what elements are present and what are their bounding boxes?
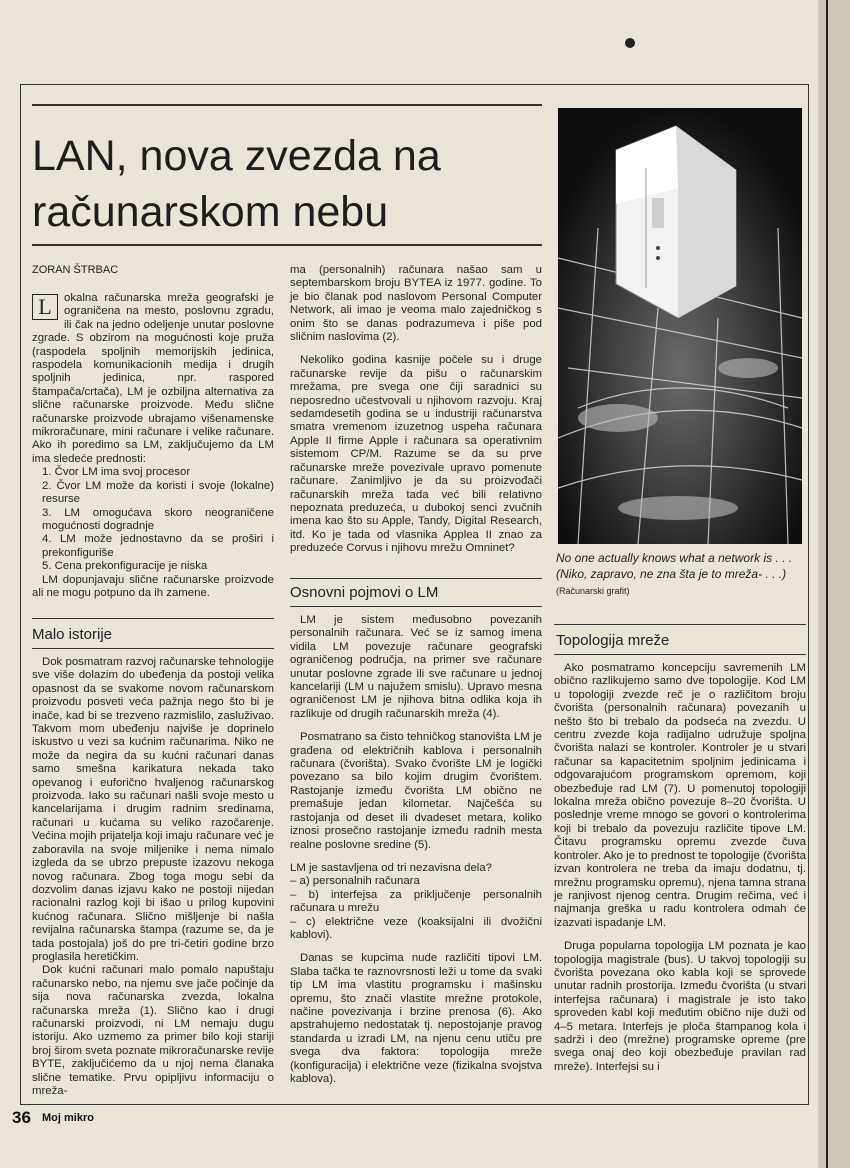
section-rule	[554, 624, 806, 625]
column-2-body	[290, 614, 542, 1090]
column-1-history	[32, 656, 274, 1097]
question-line: LM je sastavljena od tri nezavisna dela?	[290, 861, 492, 874]
paragraph: Dok kućni računari malo pomalo napuštaju računarsko nebo, na njemu sve jače počinje da sija nova računarska zvezda, lokalna računarska mreža (1). Slično kao i drugi računarski proizvodi, ni LM nemaju dugu istoriju. Ako uzmemo za primer bilo koji stariji broj širom sveta poznate mikroračunarske revije BYTE, zaključićemo da u njoj nema članaka slične tematike. Prvu opipljivu informaciju o mreža-	[32, 964, 274, 1097]
paragraph: ma (personalnih) računara našao sam u septembarskom broju BYTEA iz 1977. godine. To je bio članak pod naslovom Personal Computer Network, ali imao je veoma malo zajedničkog s onim što se danas podrazumeva i piše pod sličnim naslovima (2).	[290, 264, 542, 344]
page-number: 36	[12, 1108, 31, 1127]
intro-text: okalna računarska mreža geografski je ograničena na mesto, poslovnu zgradu, ili čak na jedno odeljenje unutar poslovne zgrade. S obzirom na mogućnosti koje pruža (raspodela spoljnih memorijskih jedinica, raspodela komunikacionih medija i drugih spoljnih jedinica, npr. raspored štampača/crtača), LM je ozbiljna alternativa za slične računarske proizvode. Među slične računarske proizvode ubrajamo višenamenske mikroračunare, mini računare i velike računare. Ako ih poredimo sa LM, zaključujemo da LM ima sledeće prednosti:	[32, 292, 274, 465]
network-illustration	[558, 108, 802, 544]
heading-osnovni-pojmovi: Osnovni pojmovi o LM	[290, 584, 439, 601]
caption-credit: (Računarski grafit)	[556, 586, 630, 596]
adjacent-page-rule	[826, 0, 828, 1168]
section-rule	[32, 648, 274, 649]
list-item: 4. LM može jednostavno da se proširi i prekonfiguriše	[42, 533, 274, 559]
paragraph: Danas se kupcima nude različiti tipovi LM. Slaba tačka te raznovrsnosti leži u tome da svaki tip LM ima vlastitu programsku i mašinsku opremu, što znači vlastite mrežne protokole, načine povezivanja i brzine prenosa (6). Ako apstrahujemo nedostatak tj. nepostojanje pravog standarda u izradi LM, na njenu cenu utiču pre svega dva faktora: topologija mreže (konfiguracija) i električne veze (fizikalna svojstva kablova).	[290, 952, 542, 1085]
paragraph: Dok posmatram razvoj računarske tehnologije sve više dolazim do ubeđenja da postoji velika opasnost da se svakome novom računarskom proizvodu posveti veća pažnja nego što bi je inače, kad bi se trezveno razmislilo, zasluživao. Takvom mom ubeđenju najviše je doprinelo iskustvo u vezi sa kućnim računarima. Niko ne može da negira da su kućni računari danas samo smešna karikatura nekada tako opevanog i euforično hvaljenog računarskog proizvoda. Iako su računari našli svoje mesto u kancelarijama i drugim radnim sredinama, računari u kućama su veliko razočarenje. Većina mojih prijatelja koji imaju računare već je zaboravila na svoje miljenike i nema nimalo izgleda da se ubrzo prepuste izazovu nekoga novog računara. Zbog toga mogu sebi da dozvolim danas izjavu kako ne postoji nijedan racionalni razlog koji bi išao u prilog kupovini kućnog računara. Slično mišljenje bi našla revijalna računarska štampa (razume se, da je tada postojala) još do pre tri-četiri godine brzo proglasila heretičkim.	[32, 656, 274, 963]
paragraph: Ako posmatramo koncepciju savremenih LM obično razlikujemo samo dve topologije. Kod LM u topologiji zvezde reč je o različitom broju čvorišta (personalnih računara) povezanih u nešto što bi trebalo da podseća na zvezdu. U centru zvezde koja radijalno udružuje spoljna čvorišta nalazi se kontroler. Kontroler je u stvari računar sa kapacitetnim spoljnim jedinicama i odgovarajućom programskom opremom, koji obezbeđuje rad LM (7). U pomenutoj topologiji lokalna mreža obično povezuje 8–20 čvorišta. U poslednje vreme mnogo se govori o kontrolerima koji bi trebalo da povezuju različite tipove LM. Čitavu programsku opremu zvezde čuva kontroler. Ako je to prednost te topologije (čvorišta izvan kontrolera ne treba da imaju dodatnu, tj. mrežnu programsku opremu), njena tamna strana je ranjivost njenog centra. Drugim rečima, već i najmanja greška u radu kontrolera odmah će izazvati ispadanje LM.	[554, 662, 807, 929]
photo-caption	[556, 550, 806, 599]
paragraph: Druga popularna topologija LM poznata je kao topologija magistrale (bus). U takvoj topologiji su čvorišta povezana oko kabla koji se sprovede unutar radnih prostorija. Između čvorišta (u stvari interfejsa računara) i magistrale je isto tako sproveden kabl koji međutim obično nije duži od 4–5 metara. Interfejs je ploča štampanog kola i sadrži i deo (mrežne) programske opreme (pre svega onaj deo koji obezbeđuje pravilan rad mreže). Interfejsi su i	[554, 940, 806, 1073]
section-rule	[290, 578, 542, 579]
list-item: 1. Čvor LM ima svoj procesor	[42, 466, 191, 479]
list-item: 2. Čvor LM može da koristi i svoje (lokalne) resurse	[42, 479, 274, 506]
column-3-body	[554, 662, 806, 1094]
paragraph: Nekoliko godina kasnije počele su i druge računarske revije da pišu o računarskim mrežama, pre svega one čiji saradnici su neposredno učestvovali u njihovom razvoju. Kraj sedamdesetih godina se u industriji računarstva smatra vremenom izuzetnog uspeha računara Apple II firme Apple i računara sa operativnim sistemom CP/M. Razume se da su prve računarske mreže povezivale upravo pomenute računare. Zanimljivo je da su proizvođači računarskih mreža tada već bili relativno nepoznata preduzeća, u dubokoj senci zvučnih imena kao što su Apple, Tandy, Digital Research, itd. Ko je tada od vlasnika Applea II znao za preduzeće Corvus i njihovu mrežu Omninet?	[290, 354, 542, 555]
article-author: ZORAN ŠTRBAC	[32, 264, 119, 276]
section-rule	[290, 606, 542, 607]
heading-malo-istorije: Malo istorije	[32, 626, 113, 643]
section-rule	[32, 618, 274, 619]
after-list-paragraph: LM dopunjavaju slične računarske proizvode ali ne mogu potpuno da ih zamene.	[32, 573, 274, 599]
list-item: 5. Cena prekonfiguracije je niska	[42, 560, 208, 573]
column-1-intro	[32, 292, 274, 614]
ink-dot	[625, 38, 635, 48]
heading-topologija-mreze: Topologija mreže	[556, 632, 670, 649]
list-item: – c) električne veze (koaksijalni ili dvožični kablovi).	[290, 915, 542, 941]
list-item: – b) interfejsa za priključenje personalnih računara u mrežu	[290, 888, 542, 915]
top-rule-left	[32, 104, 542, 106]
adjacent-page-edge	[818, 0, 850, 1168]
column-2-top	[290, 264, 542, 570]
article-title: LAN, nova zvezda na računarskom nebu	[32, 132, 441, 236]
list-item: – a) personalnih računara	[290, 875, 420, 888]
drop-cap: L	[32, 294, 58, 320]
list-item: 3. LM omogućava skoro neograničene mogućnosti dogradnje	[42, 506, 274, 532]
network-computer-photo	[558, 108, 802, 544]
magazine-name: Moj mikro	[42, 1112, 94, 1124]
paragraph: Posmatrano sa čisto tehničkog stanovišta LM je građena od električnih kablova i personalnih računara (čvorišta). Svako čvorište LM je logički povezano sa bilo kojim drugim čvorištem. Rastojanje između čvorišta LM obično ne premašuje jedan kilometar. Najčešća su rastojanja od deset ili dvadeset metara, koliko iznosi prosečno rastojanje između radnih mesta realne poslovne sredine (5).	[290, 731, 542, 851]
caption-text: No one actually knows what a network is . . . (Niko, zapravo, ne zna šta je to mreža- . . .)	[556, 551, 793, 581]
paragraph: LM je sistem međusobno povezanih personalnih računara. Već se iz samog imena vidila LM povezuje računare geografski ograničenog područja, na primer sve računare unutar poslovne zgrade ili sve računare u jednoj kancelariji (LM u najužem smislu). Upravo mesna ograničenost LM je njihova bitna odlika koja ih razlikuje od drugih računarskih mreža (4).	[290, 614, 542, 720]
section-rule	[554, 654, 806, 655]
title-underline	[32, 244, 542, 246]
